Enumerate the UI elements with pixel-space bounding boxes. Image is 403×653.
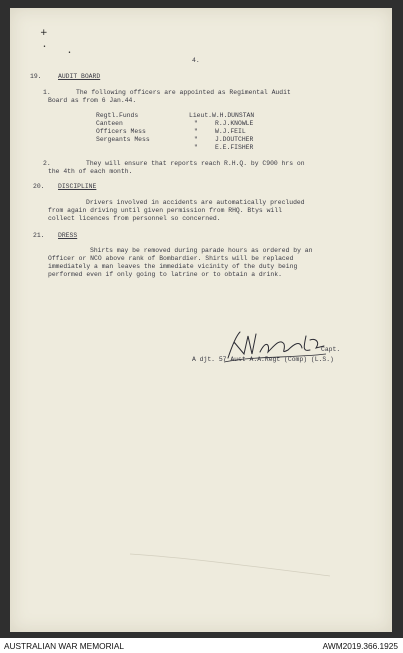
archive-footer — [0, 638, 403, 653]
ditto-mark: " — [194, 144, 198, 151]
paragraph-line: collect licences from personnel so concerned. — [48, 215, 221, 222]
ditto-mark: " — [194, 120, 198, 127]
officer-name: R.J.KNOWLE — [215, 120, 254, 127]
margin-mark: + — [40, 28, 48, 38]
signatory-title: A djt. 57 Aust A.A.Regt (Comp) (L.S.) — [192, 356, 334, 363]
ditto-mark: " — [194, 136, 198, 143]
ditto-mark: " — [194, 128, 198, 135]
officer-name: E.E.FISHER — [215, 144, 254, 151]
paper-fold-mark — [130, 548, 330, 578]
paragraph-number: 1. — [43, 89, 51, 96]
paragraph-line: They will ensure that reports reach R.H.Q. by C900 hrs on — [86, 160, 305, 167]
page-number: 4. — [192, 57, 200, 64]
signatory-rank: Capt. — [321, 346, 341, 353]
officer-name: W.J.FEIL — [215, 128, 246, 135]
document-page — [10, 8, 392, 632]
section-heading: DISCIPLINE — [58, 183, 97, 190]
fund-name: Officers Mess — [96, 128, 146, 135]
paragraph-line: the 4th of each month. — [48, 168, 133, 175]
archive-name: AUSTRALIAN WAR MEMORIAL — [4, 641, 125, 651]
paragraph-line: immediately a man leaves the immediate vicinity of the duty being — [48, 263, 298, 270]
fund-name: Regtl.Funds — [96, 112, 139, 119]
paragraph-line: Officer or NCO above rank of Bombardier. Shirts will be replaced — [48, 255, 294, 262]
paragraph-line: Shirts may be removed during parade hours as ordered by an — [90, 247, 313, 254]
section-number: 20. — [33, 183, 45, 190]
section-number: 21. — [33, 232, 45, 239]
paragraph-line: The following officers are appointed as Regimental Audit — [76, 89, 291, 96]
paragraph-number: 2. — [43, 160, 51, 167]
officer-name: Lieut.W.H.DUNSTAN — [189, 112, 255, 119]
paragraph-line: Board as from 6 Jan.44. — [48, 97, 137, 104]
margin-dot: • — [43, 44, 46, 50]
paragraph-line: Drivers involved in accidents are automatically precluded — [86, 199, 305, 206]
paragraph-line: from again driving until given permission from RHQ. Btys will — [48, 207, 282, 214]
fund-name: Sergeants Mess — [96, 136, 150, 143]
officer-name: J.DOUTCHER — [215, 136, 254, 143]
section-heading: DRESS — [58, 232, 78, 239]
section-heading: AUDIT BOARD — [58, 73, 101, 80]
paragraph-line: performed even if only going to latrine or to obtain a drink. — [48, 271, 282, 278]
fund-name: Canteen — [96, 120, 123, 127]
section-number: 19. — [30, 73, 42, 80]
catalog-number: AWM2019.366.1925 — [322, 641, 398, 651]
margin-dot: • — [68, 50, 71, 56]
